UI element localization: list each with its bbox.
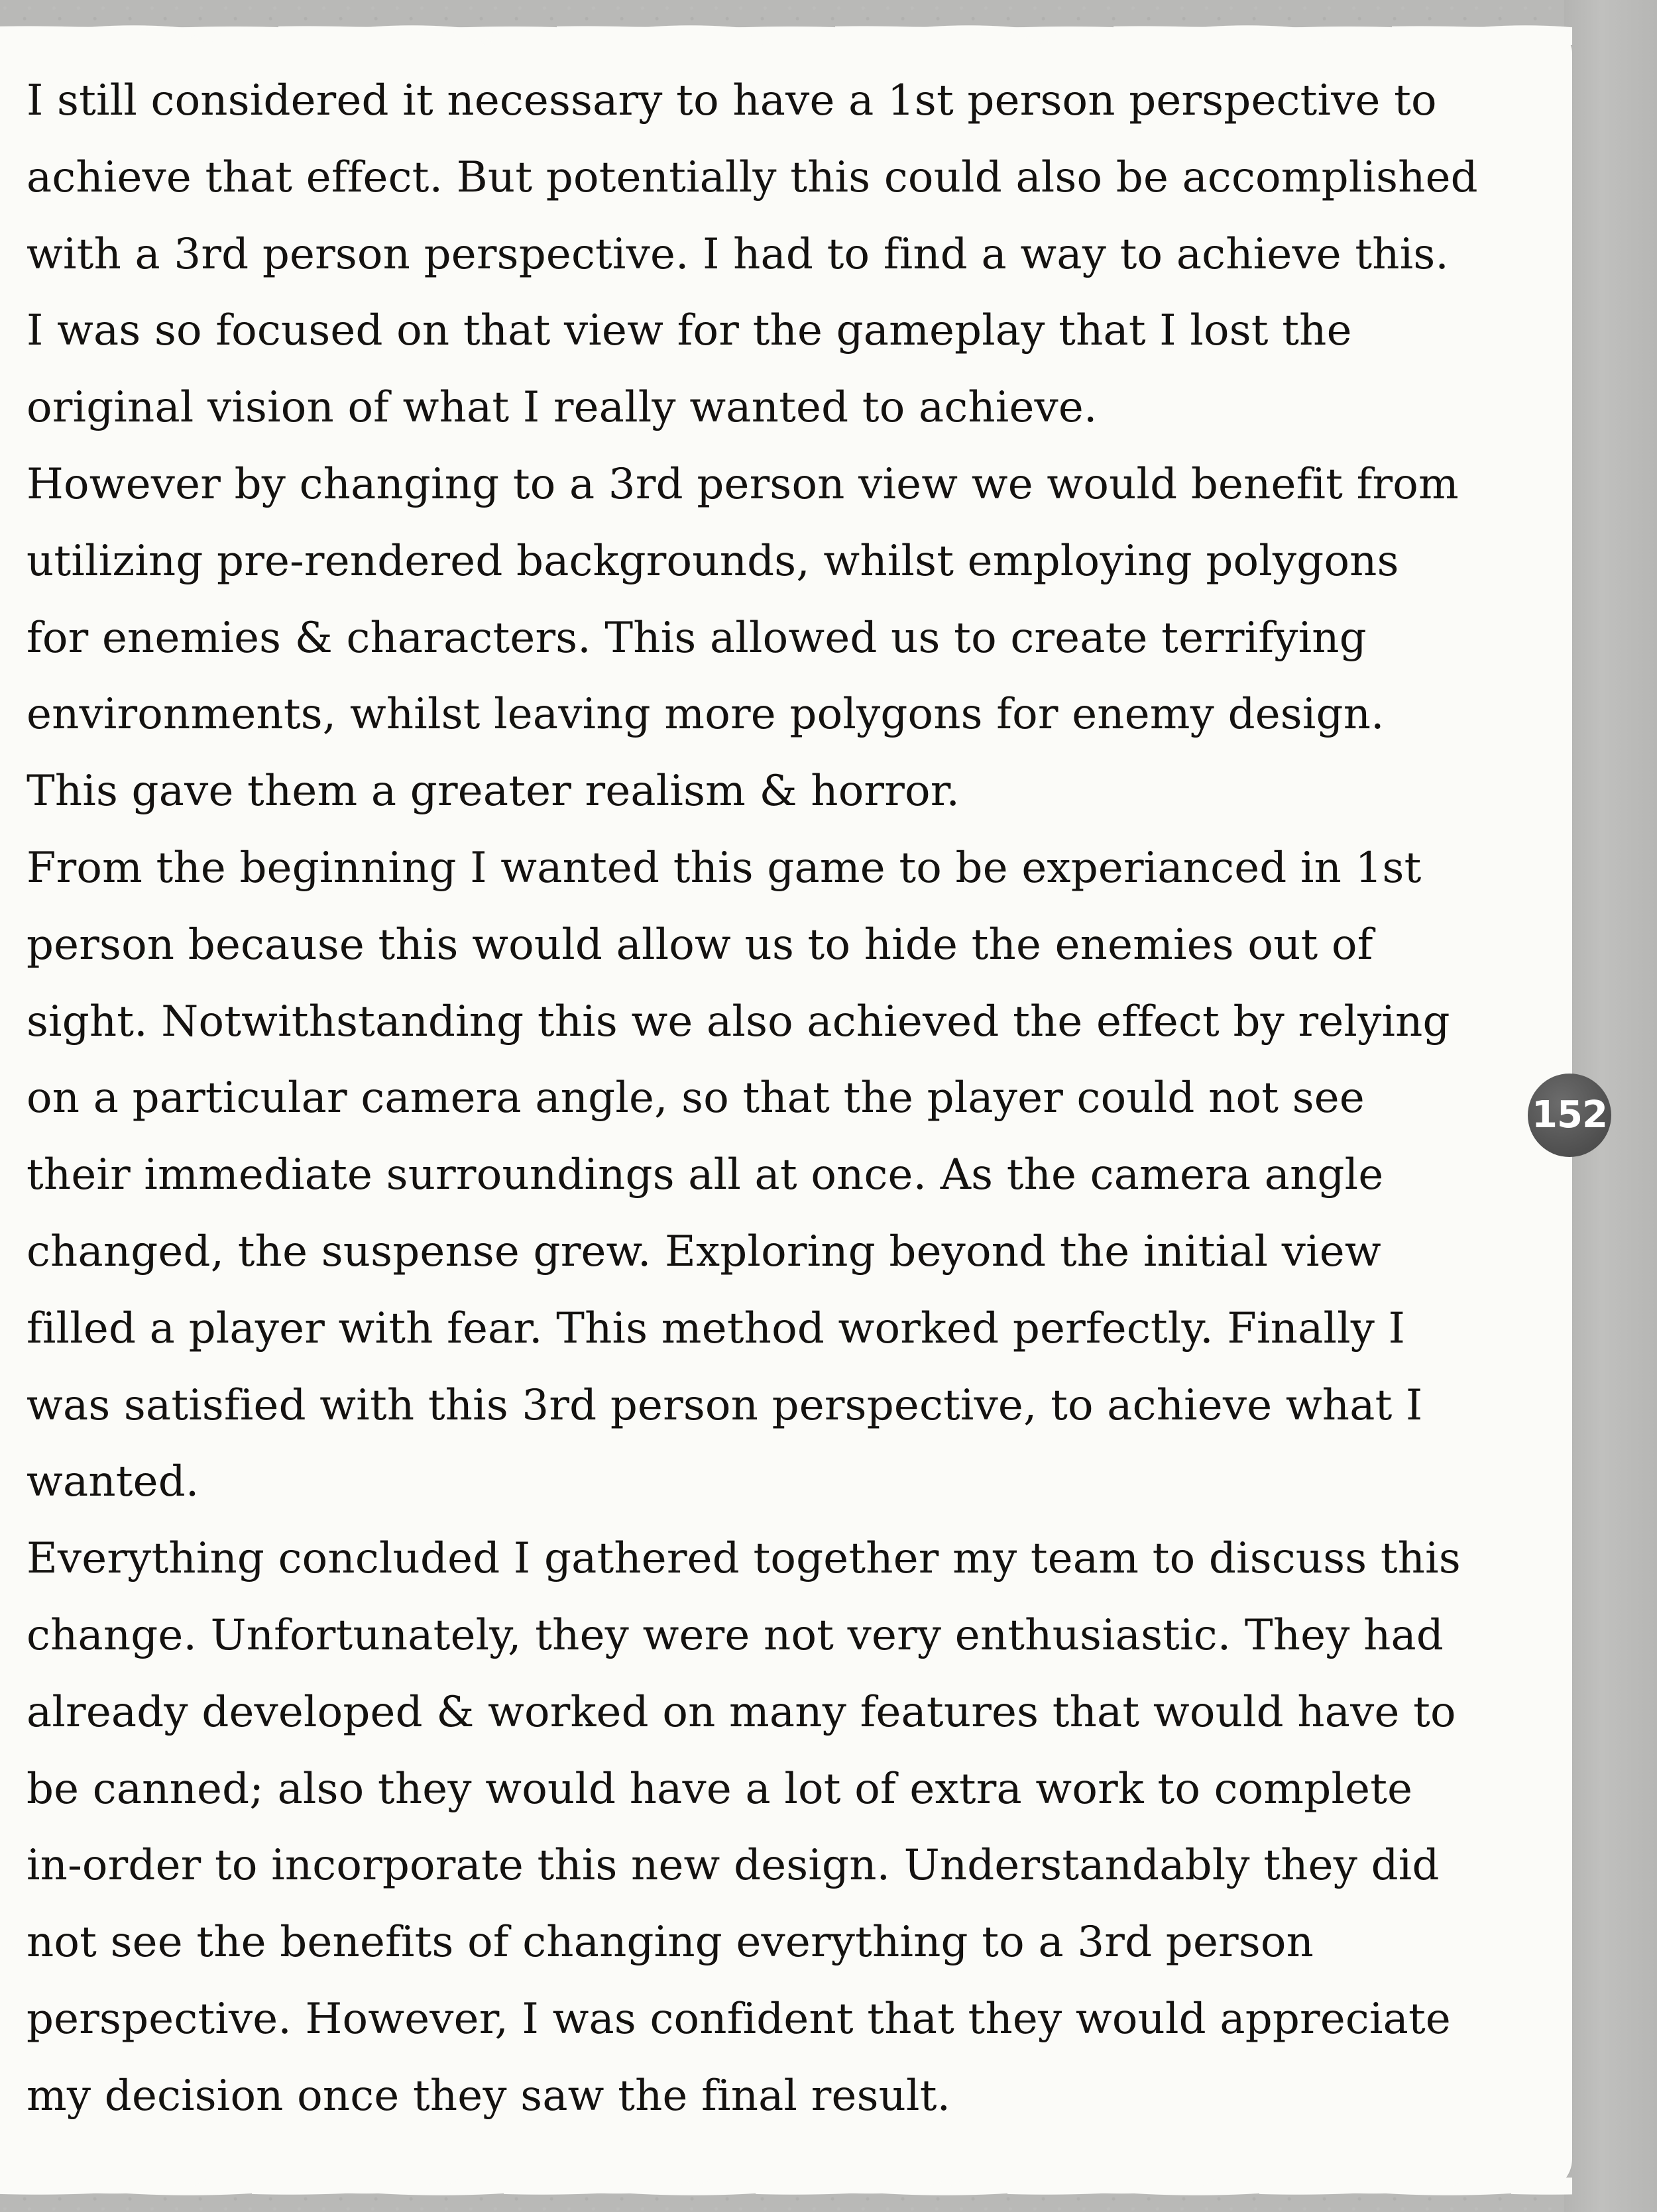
- text-line: with a 3rd person perspective. I had to find a way to achieve this.: [27, 229, 1449, 279]
- text-line: on a particular camera angle, so that the player could not see: [27, 1074, 1365, 1123]
- text-line: From the beginning I wanted this game to be experianced in 1st: [27, 843, 1422, 893]
- text-line: person because this would allow us to hide the enemies out of: [27, 920, 1373, 969]
- text-line: be canned; also they would have a lot of extra work to complete: [27, 1764, 1413, 1814]
- body-text: [27, 63, 1571, 2135]
- text-line: wanted.: [27, 1457, 200, 1507]
- text-line: environments, whilst leaving more polygons for enemy design.: [27, 690, 1385, 740]
- text-line: not see the benefits of changing everything to a 3rd person: [27, 1918, 1314, 1967]
- text-line: This gave them a greater realism & horror.: [27, 767, 960, 816]
- text-line: Everything concluded I gathered together my team to discuss this: [27, 1534, 1461, 1584]
- text-line: for enemies & characters. This allowed us to create terrifying: [27, 613, 1367, 663]
- text-line: utilizing pre-rendered backgrounds, whilst employing polygons: [27, 536, 1399, 586]
- text-line: change. Unfortunately, they were not very enthusiastic. They had: [27, 1610, 1444, 1660]
- text-line: changed, the suspense grew. Exploring beyond the initial view: [27, 1227, 1381, 1276]
- text-line: already developed & worked on many features that would have to: [27, 1687, 1456, 1737]
- text-line: my decision once they saw the final result.: [27, 2071, 951, 2121]
- text-line: was satisfied with this 3rd person perspective, to achieve what I: [27, 1380, 1423, 1430]
- text-line: perspective. However, I was confident that they would appreciate: [27, 1994, 1451, 2044]
- text-line: original vision of what I really wanted to achieve.: [27, 383, 1098, 433]
- text-line: achieve that effect. But potentially this could also be accomplished: [27, 152, 1478, 202]
- text-line: in-order to incorporate this new design. Understandably they did: [27, 1841, 1440, 1891]
- page-number-badge: 152: [1528, 1074, 1611, 1157]
- text-line: their immediate surroundings all at once. As the camera angle: [27, 1150, 1384, 1200]
- text-line: filled a player with fear. This method worked perfectly. Finally I: [27, 1303, 1406, 1353]
- text-line: However by changing to a 3rd person view we would benefit from: [27, 459, 1459, 509]
- text-line: sight. Notwithstanding this we also achieved the effect by relying: [27, 997, 1450, 1046]
- text-line: I was so focused on that view for the gameplay that I lost the: [27, 306, 1352, 356]
- text-line: I still considered it necessary to have a 1st person perspective to: [27, 76, 1437, 125]
